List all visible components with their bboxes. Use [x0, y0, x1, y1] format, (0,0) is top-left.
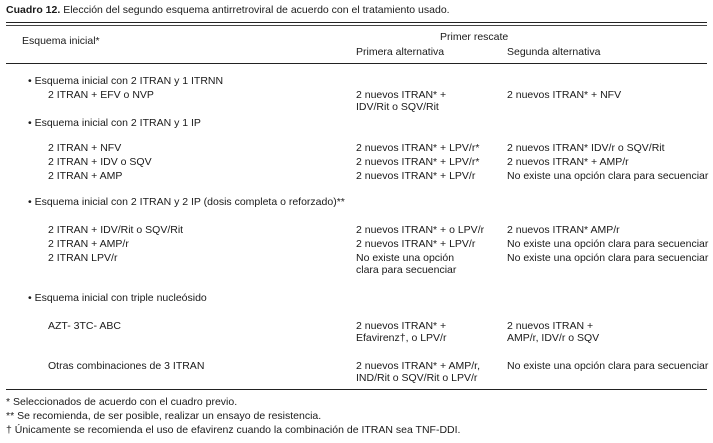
table-cell-esquema: 2 ITRAN + IDV/Rit o SQV/Rit [48, 224, 184, 236]
table-cell-primera: 2 nuevos ITRAN* + LPV/r [356, 238, 476, 250]
caption-text: Elección del segundo esquema antirretroviral de acuerdo con el tratamiento usado. [63, 4, 450, 16]
caption-label: Cuadro 12. [6, 4, 61, 16]
header-primera-alternativa: Primera alternativa [356, 46, 445, 58]
table-cell-primera: 2 nuevos ITRAN* + LPV/r [356, 170, 476, 182]
table-cell-primera: 2 nuevos ITRAN* + AMP/r, [356, 360, 481, 372]
table-cell-primera: No existe una opción [356, 252, 455, 264]
table-cell-segunda: 2 nuevos ITRAN + [507, 320, 594, 332]
section-title: • Esquema inicial con 2 ITRAN y 2 IP (dosis completa o reforzado)** [28, 196, 345, 208]
table-cell-esquema: Otras combinaciones de 3 ITRAN [48, 360, 205, 372]
table-cell-primera: 2 nuevos ITRAN* + LPV/r* [356, 142, 480, 154]
table-cell-segunda: No existe una opción clara para secuenciar [507, 238, 709, 250]
table-cell-segunda: 2 nuevos ITRAN* + NFV [507, 89, 622, 101]
table-cell-primera: 2 nuevos ITRAN* + [356, 89, 447, 101]
table-cell-primera: IND/Rit o SQV/Rit o LPV/r [356, 372, 478, 384]
header-esquema-inicial: Esquema inicial* [22, 35, 100, 47]
table-cell-esquema: 2 ITRAN LPV/r [48, 252, 118, 264]
header-primer-rescate: Primer rescate [440, 31, 509, 43]
footnote: ** Se recomienda, de ser posible, realizar un ensayo de resistencia. [6, 410, 322, 422]
table-cell-segunda: No existe una opción clara para secuenciar [507, 252, 709, 264]
table-cell-esquema: AZT- 3TC- ABC [48, 320, 121, 332]
table-cell-primera: Efavirenz†, o LPV/r [356, 332, 447, 344]
table-cell-primera: 2 nuevos ITRAN* + LPV/r* [356, 156, 480, 168]
footnote: † Únicamente se recomienda el uso de efavirenz cuando la combinación de ITRAN sea TNF-DDI. [6, 424, 461, 436]
table-cell-esquema: 2 ITRAN + NFV [48, 142, 122, 154]
table-cell-esquema: 2 ITRAN + EFV o NVP [48, 89, 154, 101]
table-cell-segunda: 2 nuevos ITRAN* AMP/r [507, 224, 620, 236]
table-cell-primera: 2 nuevos ITRAN* + [356, 320, 447, 332]
table-cell-esquema: 2 ITRAN + AMP [48, 170, 123, 182]
table-cell-segunda: 2 nuevos ITRAN* IDV/r o SQV/Rit [507, 142, 665, 154]
table-cell-esquema: 2 ITRAN + AMP/r [48, 238, 129, 250]
table-cell-primera: clara para secuenciar [356, 264, 457, 276]
table-cell-segunda: No existe una opción clara para secuenciar [507, 360, 709, 372]
footnote: * Seleccionados de acuerdo con el cuadro previo. [6, 396, 238, 408]
section-title: • Esquema inicial con 2 ITRAN y 1 IP [28, 117, 201, 129]
table-cell-segunda: 2 nuevos ITRAN* + AMP/r [507, 156, 629, 168]
table-cell-primera: 2 nuevos ITRAN* + o LPV/r [356, 224, 485, 236]
top-rule [6, 22, 707, 23]
bottom-rule [6, 389, 707, 390]
table-caption [6, 4, 450, 16]
section-title: • Esquema inicial con 2 ITRAN y 1 ITRNN [28, 75, 224, 87]
table-cell-segunda: No existe una opción clara para secuenciar [507, 170, 709, 182]
section-title: • Esquema inicial con triple nucleósido [28, 292, 207, 304]
table-cell-primera: IDV/Rit o SQV/Rit [356, 101, 439, 113]
header-segunda-alternativa: Segunda alternativa [507, 46, 601, 58]
table-cell-esquema: 2 ITRAN + IDV o SQV [48, 156, 152, 168]
table-cell-segunda: AMP/r, IDV/r o SQV [507, 332, 600, 344]
header-rule [6, 63, 707, 64]
top-rule-secondary [6, 25, 707, 26]
